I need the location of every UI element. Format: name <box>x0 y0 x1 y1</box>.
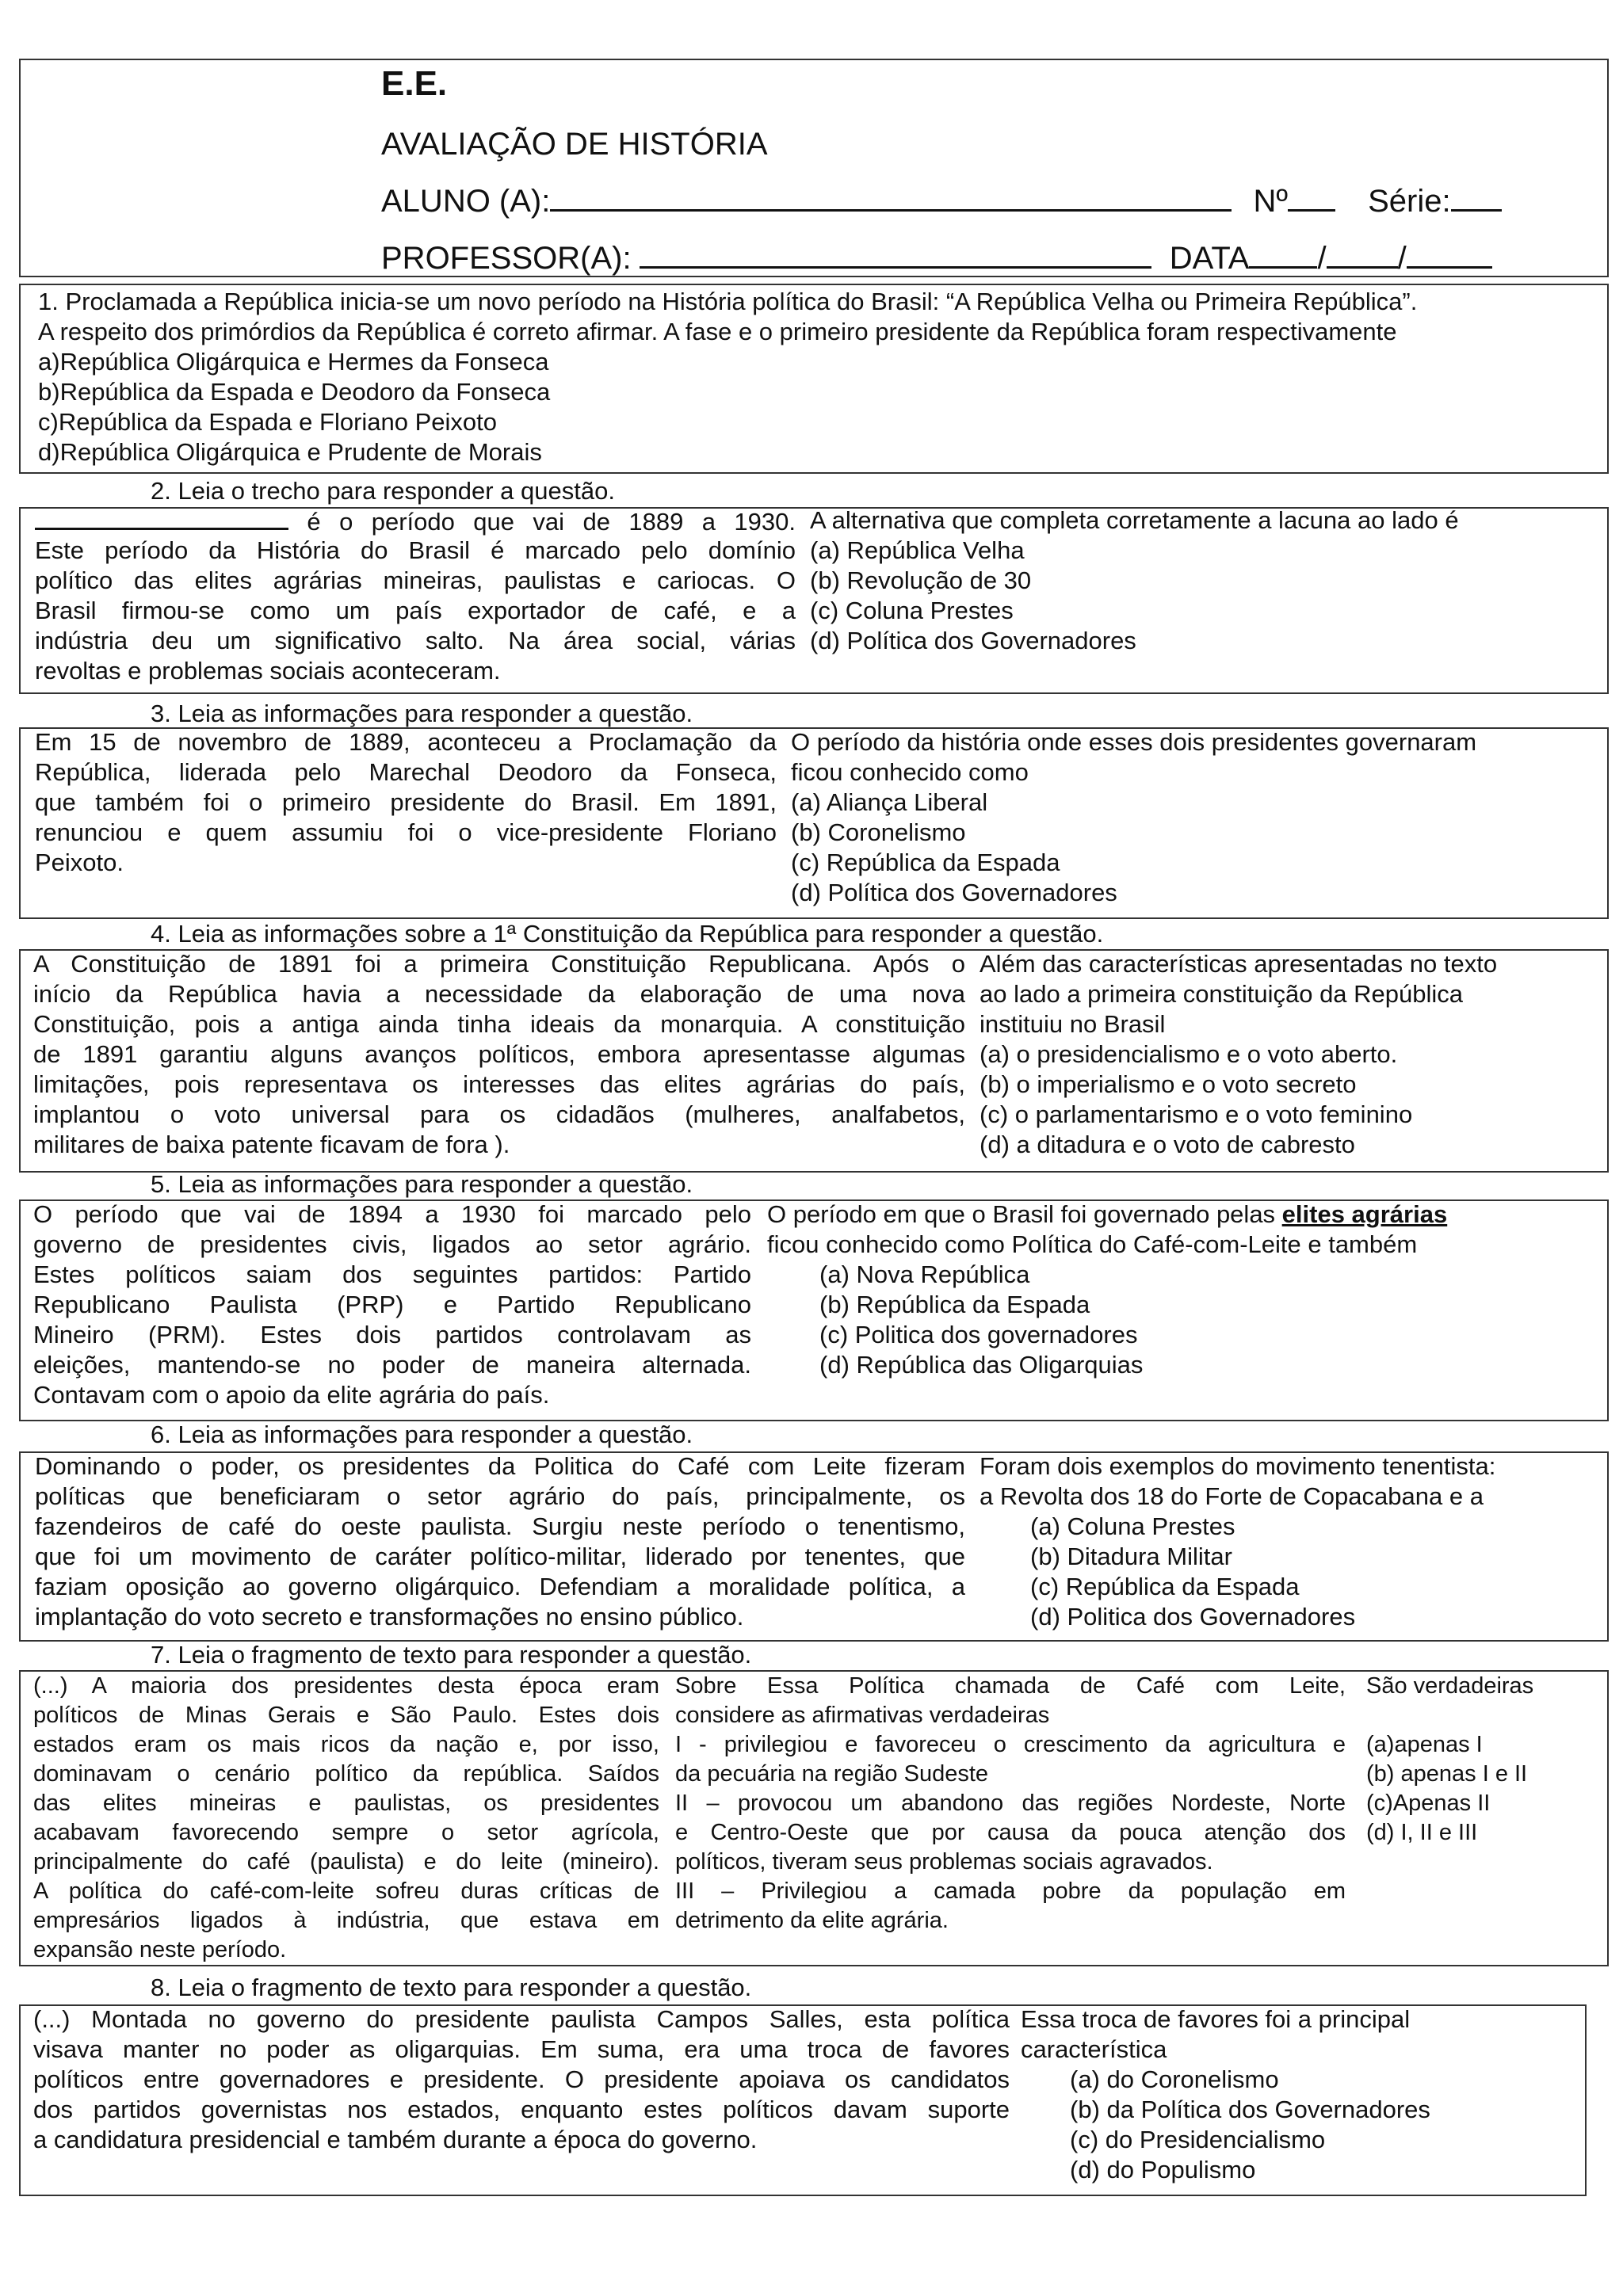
statement-line: III – Privilegiou a camada pobre da população em <box>675 1878 1346 1904</box>
question-text: a Revolta dos 18 do Forte de Copacabana e a <box>980 1482 1484 1510</box>
question-3-passage <box>35 727 777 878</box>
passage-line: A política do café-com-leite sofreu duras críticas de <box>33 1878 659 1904</box>
question-text: Além das características apresentadas no texto <box>980 950 1498 978</box>
passage-line: Este período da História do Brasil é marcado pelo domínio <box>35 536 796 564</box>
passage-line: dominavam o cenário político da república. Saídos <box>33 1761 659 1787</box>
option-d[interactable]: (d) I, II e III <box>1366 1820 1478 1845</box>
option-b[interactable]: (b) Coronelismo <box>791 818 966 846</box>
header-box <box>19 59 1609 277</box>
question-text: característica <box>1021 2035 1167 2063</box>
passage-line: dos partidos governistas nos estados, enquanto estes políticos davam suporte <box>33 2096 1010 2123</box>
passage-line: faziam oposição ao governo oligárquico. Defendiam a moralidade política, a <box>35 1573 965 1600</box>
question-4-intro: 4. Leia as informações sobre a 1ª Constituição da República para responder a questão. <box>151 920 1104 948</box>
option-b[interactable]: (b) da Política dos Governadores <box>1070 2096 1430 2123</box>
question-7-intro: 7. Leia o fragmento de texto para responder a questão. <box>151 1641 752 1669</box>
question-text: São verdadeiras <box>1366 1673 1534 1699</box>
question-1-line: A respeito dos primórdios da República é correto afirmar. A fase e o primeiro presidente da República foram respectivamente <box>38 318 1397 345</box>
passage-line: limitações, pois representava os interesses das elites agrárias do país, <box>33 1070 965 1098</box>
passage-line: implantou o voto universal para os cidadãos (mulheres, analfabetos, <box>33 1100 965 1128</box>
passage-line: O período que vai de 1894 a 1930 foi marcado pelo <box>33 1200 751 1228</box>
option-a[interactable]: a)República Oligárquica e Hermes da Fonseca <box>38 348 549 376</box>
question-1-line: 1. Proclamada a República inicia-se um novo período na História política do Brasil: “A República Velha ou Primeira República”. <box>38 288 1418 315</box>
question-text: instituiu no Brasil <box>980 1010 1166 1038</box>
date-label: DATA <box>1169 241 1250 276</box>
spacer <box>1366 1701 1533 1730</box>
question-text: A alternativa que completa corretamente a lacuna ao lado é <box>810 506 1459 534</box>
question-4-prompt <box>980 949 1497 1160</box>
statement-line: detrimento da elite agrária. <box>675 1908 949 1933</box>
passage-line: Dominando o poder, os presidentes da Politica do Café com Leite fizeram <box>35 1452 965 1480</box>
option-c[interactable]: (c) República da Espada <box>791 849 1060 876</box>
option-b[interactable]: b)República da Espada e Deodoro da Fonseca <box>38 378 551 406</box>
question-2-prompt <box>810 505 1459 656</box>
option-a[interactable]: (a) Coluna Prestes <box>1030 1512 1235 1540</box>
passage-line: que também foi o primeiro presidente do Brasil. Em 1891, <box>35 788 777 816</box>
question-text: ao lado a primeira constituição da República <box>980 980 1464 1008</box>
passage-line: governo de presidentes civis, ligados ao setor agrário. <box>33 1230 751 1258</box>
option-c[interactable]: c)República da Espada e Floriano Peixoto <box>38 408 498 436</box>
question-4-box <box>19 949 1609 1173</box>
option-b[interactable]: (b) Revolução de 30 <box>810 566 1032 594</box>
question-2-passage <box>35 505 796 686</box>
date-separator: / <box>1397 241 1407 276</box>
question-7-statements <box>675 1672 1346 1936</box>
statement-line: e Centro-Oeste que por causa da pouca atenção dos <box>675 1820 1346 1845</box>
passage-line: República, liderada pelo Marechal Deodoro da Fonseca, <box>35 758 777 786</box>
option-d[interactable]: (d) Política dos Governadores <box>810 627 1136 654</box>
question-4-passage <box>33 949 965 1160</box>
question-5-prompt <box>767 1199 1447 1380</box>
date-separator: / <box>1317 241 1327 276</box>
option-d[interactable]: (d) República das Oligarquias <box>819 1351 1144 1379</box>
option-a[interactable]: (a) Nova República <box>819 1261 1030 1288</box>
question-1-text <box>38 287 1417 467</box>
question-text: O período da história onde esses dois presidentes governaram <box>791 728 1477 756</box>
grade-field[interactable] <box>1451 182 1502 212</box>
option-a[interactable]: (a) República Velha <box>810 536 1025 564</box>
passage-line: visava manter no poder as oligarquias. Em suma, era uma troca de favores <box>33 2035 1010 2063</box>
passage-line: renunciou e quem assumiu foi o vice-presidente Floriano <box>35 818 777 846</box>
passage-line: Em 15 de novembro de 1889, aconteceu a Proclamação da <box>35 728 777 756</box>
statement-line: I - privilegiou e favoreceu o crescimento da agricultura e <box>675 1732 1346 1757</box>
option-d[interactable]: (d) Política dos Governadores <box>791 879 1117 906</box>
passage-line: político das elites agrárias mineiras, paulistas e cariocas. O <box>35 566 796 594</box>
option-d[interactable]: (d) a ditadura e o voto de cabresto <box>980 1131 1355 1158</box>
question-6-prompt <box>980 1451 1495 1632</box>
passage-line: fazendeiros de café do oeste paulista. Surgiu neste período o tenentismo, <box>35 1512 965 1540</box>
passage-line: Mineiro (PRM). Estes dois partidos controlavam as <box>33 1321 751 1348</box>
option-a[interactable]: (a)apenas I <box>1366 1732 1483 1757</box>
passage-line: de 1891 garantiu alguns avanços políticos, embora apresentasse algumas <box>33 1040 965 1068</box>
question-7-box <box>19 1670 1609 1966</box>
emphasis-text: elites agrárias <box>1281 1200 1448 1228</box>
blank-field[interactable] <box>35 505 288 530</box>
option-d[interactable]: (d) do Populismo <box>1070 2156 1256 2183</box>
passage-line: empresários ligados à indústria, que estava em <box>33 1908 659 1933</box>
option-c[interactable]: (c)Apenas II <box>1366 1791 1491 1816</box>
question-7-options <box>1366 1672 1533 1848</box>
passage-line: militares de baixa patente ficavam de fora ). <box>33 1131 510 1158</box>
student-name-field[interactable] <box>550 182 1232 212</box>
option-c[interactable]: (c) República da Espada <box>1030 1573 1300 1600</box>
option-c[interactable]: (c) Coluna Prestes <box>810 597 1014 624</box>
passage-line: A Constituição de 1891 foi a primeira Constituição Republicana. Após o <box>33 950 965 978</box>
student-row <box>381 182 1502 220</box>
option-b[interactable]: (b) o imperialismo e o voto secreto <box>980 1070 1357 1098</box>
passage-line: é o período que vai de 1889 a 1930. <box>35 505 796 536</box>
question-7-passage <box>33 1672 659 1965</box>
statement-line: políticos, tiveram seus problemas sociais agravados. <box>675 1849 1213 1875</box>
question-8-prompt <box>1021 2004 1430 2185</box>
question-6-passage <box>35 1451 965 1632</box>
passage-line: que foi um movimento de caráter político-militar, liderado por tenentes, que <box>35 1543 965 1570</box>
statement-line: Sobre Essa Política chamada de Café com Leite, <box>675 1673 1346 1699</box>
option-b[interactable]: (b) República da Espada <box>819 1291 1090 1318</box>
passage-line: a candidatura presidencial e também durante a época do governo. <box>33 2126 758 2153</box>
statement-line: considere as afirmativas verdadeiras <box>675 1703 1050 1728</box>
option-b[interactable]: (b) Ditadura Militar <box>1030 1543 1232 1570</box>
passage-line: Contavam com o apoio da elite agrária do país. <box>33 1381 550 1409</box>
question-6-intro: 6. Leia as informações para responder a questão. <box>151 1421 693 1448</box>
passage-line: (...) A maioria dos presidentes desta época eram <box>33 1673 659 1699</box>
passage-line: Constituição, pois a antiga ainda tinha ideais da monarquia. A constituição <box>33 1010 965 1038</box>
option-a[interactable]: (a) o presidencialismo e o voto aberto. <box>980 1040 1398 1068</box>
teacher-name-field[interactable] <box>640 239 1151 269</box>
option-d[interactable]: d)República Oligárquica e Prudente de Morais <box>38 438 542 466</box>
question-text: ficou conhecido como <box>791 758 1029 786</box>
passage-line: Estes políticos saiam dos seguintes partidos: Partido <box>33 1261 751 1288</box>
question-3-box <box>19 727 1609 919</box>
passage-line: políticos de Minas Gerais e São Paulo. Estes dois <box>33 1703 659 1728</box>
passage-line: eleições, mantendo-se no poder de maneira alternada. <box>33 1351 751 1379</box>
statement-line: II – provocou um abandono das regiões Nordeste, Norte <box>675 1791 1346 1816</box>
number-label: Nº <box>1253 184 1288 219</box>
option-c[interactable]: (c) o parlamentarismo e o voto feminino <box>980 1100 1413 1128</box>
passage-line: (...) Montada no governo do presidente paulista Campos Salles, esta política <box>33 2005 1010 2033</box>
passage-line: principalmente do café (paulista) e do leite (mineiro). <box>33 1849 659 1875</box>
question-text: ficou conhecido como Política do Café-com-Leite e também <box>767 1230 1418 1258</box>
question-text: Foram dois exemplos do movimento tenentista: <box>980 1452 1496 1480</box>
passage-line: Brasil firmou-se como um país exportador de café, e a <box>35 597 796 624</box>
question-8-passage <box>33 2004 1010 2155</box>
question-text: O período em que o Brasil foi governado pelas elites agrárias <box>767 1200 1448 1228</box>
passage-line: início da República havia a necessidade da elaboração de uma nova <box>33 980 965 1008</box>
school-name: E.E. <box>381 64 448 103</box>
question-2-box <box>19 507 1609 694</box>
question-8-intro: 8. Leia o fragmento de texto para responder a questão. <box>151 1974 752 2001</box>
option-d[interactable]: (d) Politica dos Governadores <box>1030 1603 1356 1630</box>
teacher-row <box>381 239 1492 277</box>
question-2-intro: 2. Leia o trecho para responder a questão. <box>151 477 615 505</box>
question-3-prompt <box>791 727 1476 908</box>
question-6-box <box>19 1451 1609 1642</box>
passage-line: políticas que beneficiaram o setor agrário do país, principalmente, os <box>35 1482 965 1510</box>
passage-line: indústria deu um significativo salto. Na área social, várias <box>35 627 796 654</box>
date-year-field[interactable] <box>1407 239 1492 269</box>
grade-label: Série: <box>1368 184 1451 219</box>
question-text: Essa troca de favores foi a principal <box>1021 2005 1411 2033</box>
passage-line: acabavam favorecendo sempre o setor agrícola, <box>33 1820 659 1845</box>
question-3-intro: 3. Leia as informações para responder a questão. <box>151 700 693 727</box>
student-label: ALUNO (A): <box>381 184 551 219</box>
statement-line: da pecuária na região Sudeste <box>675 1761 989 1787</box>
number-field[interactable] <box>1288 182 1335 212</box>
passage-line: implantação do voto secreto e transformações no ensino público. <box>35 1603 744 1630</box>
passage-line: das elites mineiras e paulistas, os presidentes <box>33 1791 659 1816</box>
passage-line: políticos entre governadores e presidente. O presidente apoiava os candidatos <box>33 2065 1010 2093</box>
question-8-box <box>19 2004 1587 2196</box>
option-a[interactable]: (a) Aliança Liberal <box>791 788 988 816</box>
teacher-label: PROFESSOR(A): <box>381 241 632 276</box>
option-c[interactable]: (c) Politica dos governadores <box>819 1321 1138 1348</box>
date-day-field[interactable] <box>1249 239 1317 269</box>
passage-line: revoltas e problemas sociais aconteceram. <box>35 657 501 685</box>
question-1-box <box>19 284 1609 474</box>
option-c[interactable]: (c) do Presidencialismo <box>1070 2126 1326 2153</box>
question-5-intro: 5. Leia as informações para responder a questão. <box>151 1170 693 1198</box>
question-5-passage <box>33 1199 751 1410</box>
passage-line: estados eram os mais ricos da nação e, por isso, <box>33 1732 659 1757</box>
passage-line: expansão neste período. <box>33 1937 287 1962</box>
question-5-box <box>19 1199 1609 1421</box>
option-a[interactable]: (a) do Coronelismo <box>1070 2065 1279 2093</box>
exam-title: AVALIAÇÃO DE HISTÓRIA <box>381 127 768 162</box>
passage-line: Republicano Paulista (PRP) e Partido Republicano <box>33 1291 751 1318</box>
option-b[interactable]: (b) apenas I e II <box>1366 1761 1528 1787</box>
passage-line: Peixoto. <box>35 849 124 876</box>
date-month-field[interactable] <box>1327 239 1398 269</box>
